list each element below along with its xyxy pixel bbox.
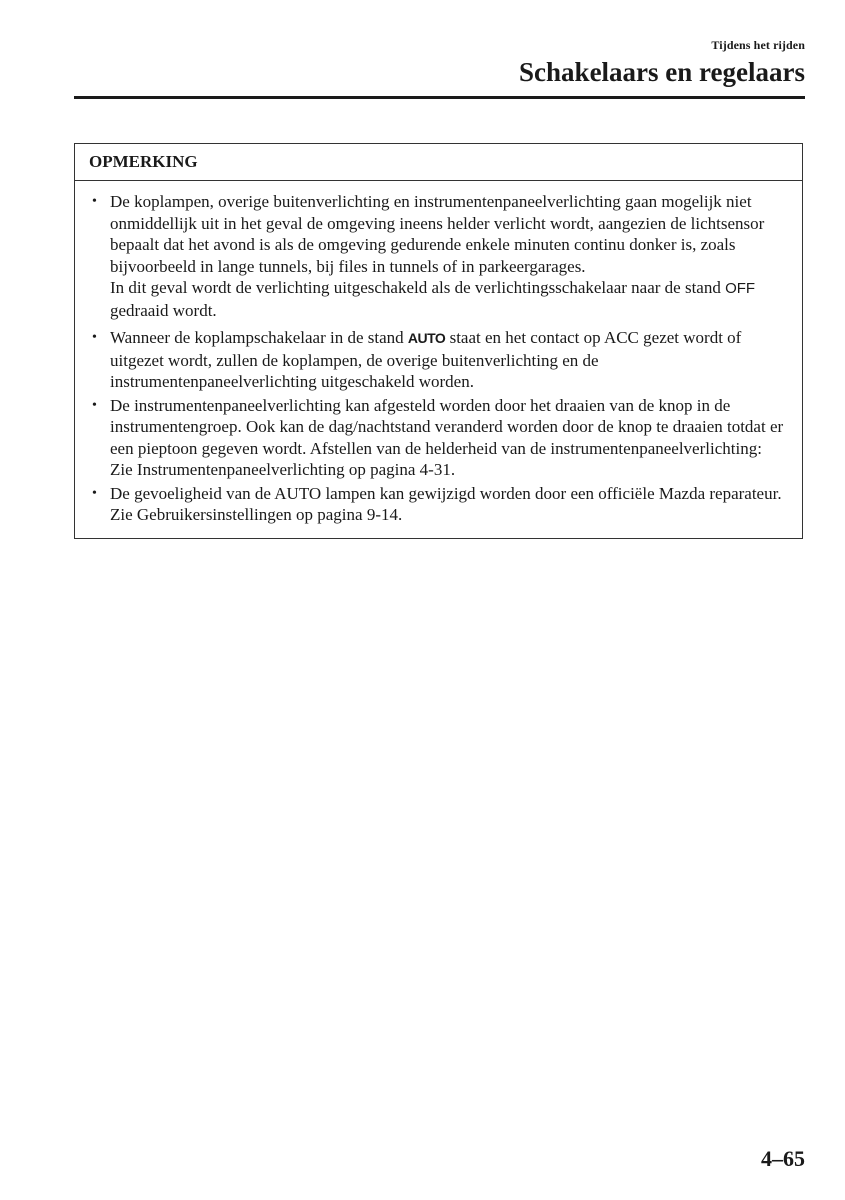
note-item-sensitivity	[89, 483, 788, 526]
bullet-marker: •	[92, 397, 97, 413]
section-label: Tijdens het rijden	[711, 38, 805, 52]
note-item-auto-acc	[89, 327, 788, 393]
note-item-text: De gevoeligheid van de AUTO lampen kan gewijzigd worden door een officiële Mazda reparateur. Zie Gebruikersinstellingen op pagina 9-14.	[110, 483, 782, 524]
note-body	[75, 181, 802, 538]
note-item-lights-delay	[89, 191, 788, 321]
switch-position-off: OFF	[725, 280, 756, 297]
bullet-marker: •	[92, 194, 97, 209]
bullet-marker: •	[92, 330, 97, 345]
followup-text-before: In dit geval wordt de verlichting uitgeschakeld als de verlichtingsschakelaar naar de stand	[110, 278, 726, 297]
note-title: OPMERKING	[75, 144, 802, 181]
note-item-followup	[110, 277, 788, 321]
item-text-before: Wanneer de koplampschakelaar in de stand	[110, 328, 408, 347]
switch-position-auto: AUTO	[407, 330, 446, 346]
page-title: Schakelaars en regelaars	[519, 57, 805, 87]
note-item-dimmer-knob	[89, 395, 788, 481]
note-box	[74, 143, 803, 539]
note-item-text: De instrumentenpaneelverlichting kan afgesteld worden door het draaien van de knop in de instrumentengroep. Ook kan de dag/nachtstand veranderd worden door de knop te draaien totdat er een pieptoon gegeven wordt. Afstellen van de helderheid van de instrumentenpaneelverlichting: Zie Instrumentenpaneelverlichting op pagina 4-31.	[110, 395, 784, 479]
note-item-text	[110, 327, 788, 393]
followup-text-after: gedraaid wordt.	[110, 300, 217, 320]
page-number: 4–65	[761, 1146, 805, 1171]
bullet-marker: •	[92, 485, 97, 501]
note-item-text: De koplampen, overige buitenverlichting en instrumentenpaneelverlichting gaan mogelijk niet onmiddellijk uit in het geval de omgeving ineens helder verlicht wordt, aangezien de lichtsensor bepaalt dat het avond is als de omgeving gedurende enkele minuten continu donker is, zoals bijvoorbeeld in lange tunnels, bij files in tunnels of in parkeergarages.	[110, 192, 765, 276]
header-rule	[74, 96, 805, 99]
item-text-after: staat en het contact op ACC gezet wordt of uitgezet wordt, zullen de koplampen, de overige buitenverlichting en de instrumentenpaneelverlichting uitgeschakeld worden.	[110, 328, 742, 391]
